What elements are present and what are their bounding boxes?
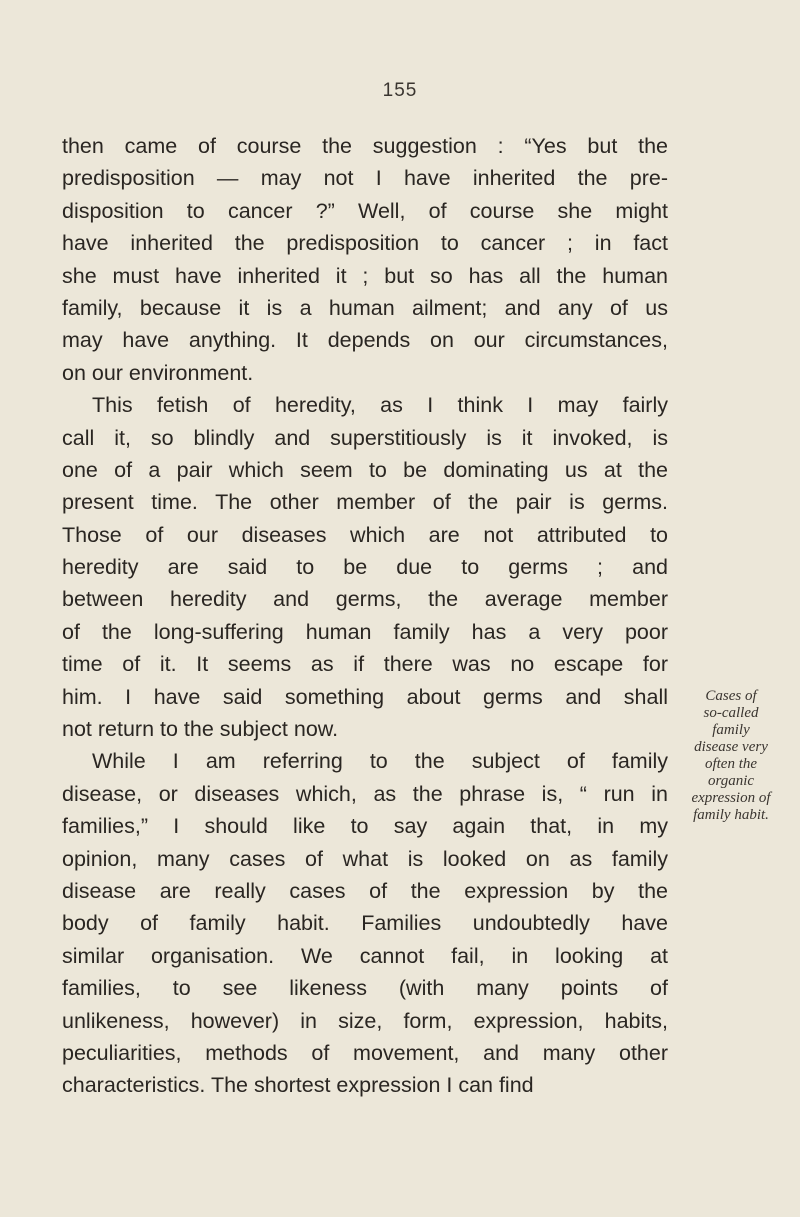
text-line: peculiarities, methods of movement, and many other xyxy=(62,1040,668,1065)
text-line: families,” I should like to say again that, in my xyxy=(62,814,668,839)
text-line: have inherited the predisposition to cancer ; in fact xyxy=(62,231,668,256)
text-line: family, because it is a human ailment; and any of us xyxy=(62,295,668,320)
margin-note-line: expression of xyxy=(691,790,771,806)
text-line: present time. The other member of the pair is germs. xyxy=(62,490,668,515)
margin-note-line: organic xyxy=(707,773,755,789)
margin-note-line: Cases of xyxy=(705,688,757,704)
body-text xyxy=(62,130,668,1102)
text-line: may have anything. It depends on our circumstances, xyxy=(62,328,668,353)
text-line: then came of course the suggestion : “Yes but the xyxy=(62,134,668,158)
text-line: call it, so blindly and superstitiously is it invoked, is xyxy=(62,425,668,450)
text-line: heredity are said to be due to germs ; and xyxy=(62,555,668,580)
text-line: disposition to cancer ?” Well, of course she might xyxy=(62,198,668,223)
margin-note-line: family habit. xyxy=(693,807,769,823)
text-line: predisposition — may not I have inherited the pre- xyxy=(62,166,668,191)
text-line: of the long-suffering human family has a very poor xyxy=(62,619,668,644)
margin-note xyxy=(676,688,786,824)
margin-note-line: family xyxy=(712,722,750,738)
text-line: opinion, many cases of what is looked on as family xyxy=(62,846,668,871)
text-line: unlikeness, however) in size, form, expression, habits, xyxy=(62,1008,668,1033)
text-line: time of it. It seems as if there was no escape for xyxy=(62,652,668,677)
text-line: one of a pair which seem to be dominating us at the xyxy=(62,457,668,482)
margin-note-line: disease very xyxy=(694,739,768,755)
text-line: characteristics. The shortest expression I can find xyxy=(62,1073,534,1098)
text-line: not return to the subject now. xyxy=(62,717,339,742)
text-line: similar organisation. We cannot fail, in looking at xyxy=(62,943,668,968)
text-line: on our environment. xyxy=(62,360,254,385)
text-line: Those of our diseases which are not attributed to xyxy=(62,522,668,547)
text-line: This fetish of heredity, as I think I may fairly xyxy=(92,393,668,418)
text-line: While I am referring to the subject of family xyxy=(92,749,668,774)
text-line: disease, or diseases which, as the phrase is, “ run in xyxy=(62,781,668,806)
text-line: body of family habit. Families undoubtedly have xyxy=(62,911,668,936)
text-line: him. I have said something about germs and shall xyxy=(62,684,668,709)
margin-note-line: often the xyxy=(704,756,758,772)
text-line: between heredity and germs, the average member xyxy=(62,587,668,612)
margin-note-line: so-called xyxy=(703,705,759,721)
page-number: 155 xyxy=(382,80,418,101)
text-line: families, to see likeness (with many points of xyxy=(62,976,668,1001)
text-line: disease are really cases of the expression by the xyxy=(62,878,668,903)
text-line: she must have inherited it ; but so has all the human xyxy=(62,263,668,288)
